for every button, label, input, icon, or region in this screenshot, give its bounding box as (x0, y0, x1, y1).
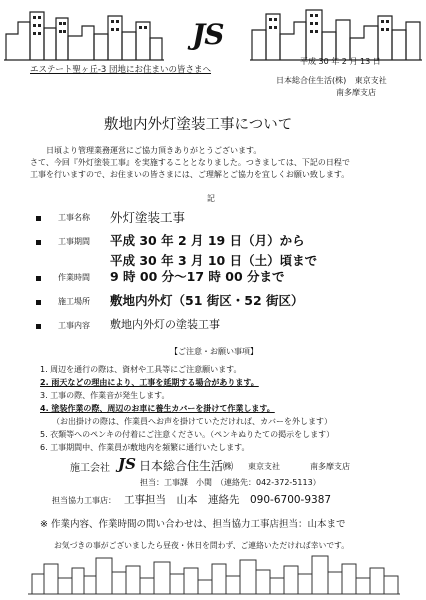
page-title: 敷地内外灯塗装工事について (104, 117, 293, 133)
header-logo: JS (192, 18, 224, 51)
bullet-period (36, 240, 41, 245)
note-4: 4. 塗装作業の際、周辺のお車に養生カバーを掛けて作業します。 (40, 404, 275, 413)
skyline-right-illustration (250, 4, 422, 62)
note-5: 5. 衣類等へのペンキの付着にご注意ください。（ペンキぬりたての掲示をします） (40, 430, 335, 439)
content-value: 敷地内外灯の塗装工事 (110, 318, 220, 331)
notes-heading: 【ご注意・お願い事項】 (170, 347, 258, 356)
closing-line: お気づきの事がございましたら昼夜・休日を問わず、ご連絡いただければ幸いです。 (54, 541, 350, 550)
bullet-content (36, 324, 41, 329)
sender-office: 南多摩支店 (336, 88, 376, 97)
contractor-office: 南多摩支店 (310, 462, 350, 471)
recipient-line: エステート聖ヶ丘-3 団地にお住まいの皆さまへ (30, 65, 212, 75)
contractor-company-name: 日本総合住生活 (139, 459, 224, 473)
contractor-company-suffix: ㈱ (223, 462, 234, 473)
sender-company-name: 日本総合住生活(株) (276, 76, 347, 85)
skyline-bottom-illustration (28, 520, 400, 596)
period-label: 工事期間 (58, 237, 90, 246)
header-date: 平成 30 年 2 月 13 日 (300, 57, 381, 66)
place-label: 施工場所 (58, 297, 90, 306)
note-2: 2. 雨天などの理由により、工事を延期する場合があります。 (40, 378, 259, 387)
note-6: 6. 工事期間中、作業員が敷地内を頻繁に通行いたします。 (40, 443, 250, 452)
note-3: 3. 工事の際、作業音が発生します。 (40, 391, 170, 400)
skyline-left-illustration (4, 4, 164, 62)
intro-line-2: さて、今回『外灯塗装工事』を実施することとなりました。つきましては、下記の日程で (30, 158, 350, 167)
contact-dept: 担当：工事課 小関 （連絡先：042-372-5113） (140, 478, 321, 487)
contractor-branch: 東京支社 (248, 462, 280, 471)
note-4-detail: （お出掛けの際は、作業員へお声を掛けていただければ、カバーを外します） (52, 417, 332, 426)
hours-label: 作業時間 (58, 273, 90, 282)
intro-line-1: 日頃より管理業務運営にご協力頂きありがとうございます。 (46, 146, 262, 155)
partner-label: 担当協力工事店： (52, 496, 116, 505)
contractor-company (139, 457, 233, 474)
sender-branch: 東京支社 (354, 76, 387, 85)
contractor-label: 施工会社 (70, 463, 110, 474)
place-value: 敷地内外灯（51 街区・52 街区） (110, 293, 304, 308)
hours-value: 9 時 00 分～17 時 00 分まで (110, 269, 285, 284)
note-1: 1. 周辺を通行の際は、資材や工具等にご注意願います。 (40, 365, 242, 374)
contractor-logo: JS (118, 455, 136, 473)
bullet-place (36, 300, 41, 305)
content-label: 工事内容 (58, 321, 90, 330)
sender-company (276, 75, 387, 86)
ki-heading: 記 (207, 194, 215, 203)
bullet-hours (36, 276, 41, 281)
period-value-end: 平成 30 年 3 月 10 日（土）頃まで (110, 253, 318, 268)
partner-value: 工事担当 山本 連絡先 090-6700-9387 (124, 494, 332, 506)
inquiry-note: ※ 作業内容、作業時間の問い合わせは、担当協力工事店担当：山本まで (40, 519, 346, 530)
intro-line-3: 工事を行いますので、お住まいの皆さまには、ご理解とご協力を宜しくお願い致します。 (30, 170, 350, 179)
bullet-name (36, 216, 41, 221)
name-value: 外灯塗装工事 (110, 210, 186, 225)
name-label: 工事名称 (58, 213, 90, 222)
period-value-start: 平成 30 年 2 月 19 日（月）から (110, 233, 305, 248)
